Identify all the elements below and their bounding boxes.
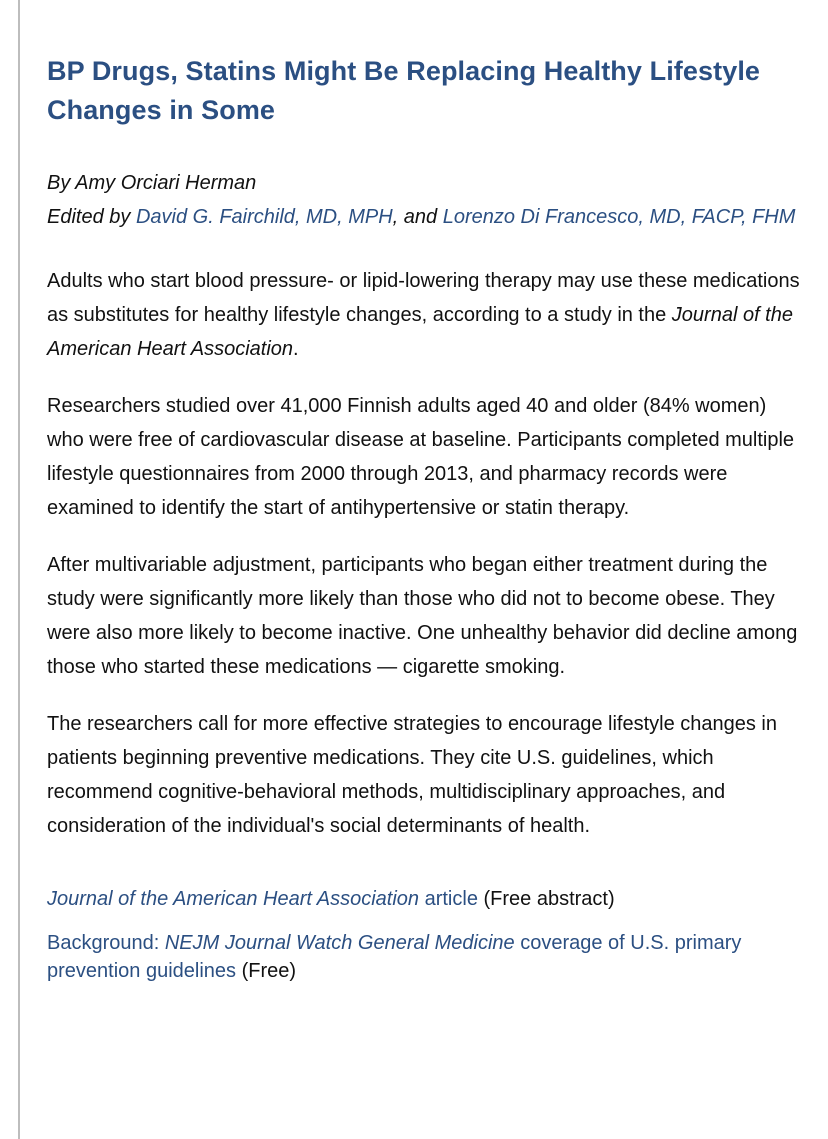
jaha-link-word: article xyxy=(419,888,478,910)
left-border-rule xyxy=(18,0,20,1139)
background-prefix: Background: xyxy=(47,932,165,954)
paragraph-intro-end: . xyxy=(293,338,299,360)
editors-line xyxy=(47,200,807,234)
background-journal: NEJM Journal Watch General Medicine xyxy=(164,932,515,954)
editor-link-fairchild[interactable]: David G. Fairchild, MD, MPH xyxy=(135,206,393,228)
background-coverage-link[interactable] xyxy=(47,932,741,982)
background-note: (Free) xyxy=(236,960,297,982)
paragraph-results: After multivariable adjustment, participants who began either treatment during the study were significantly more likely than those who did not to become obese. They were also more likely to become inactive. One unhealthy behavior did decline among those who started these medications — cigarette smoking. xyxy=(47,554,798,678)
jaha-note: (Free abstract) xyxy=(477,888,615,910)
editors-prefix: Edited by xyxy=(47,206,136,228)
jaha-link-journal: Journal of the American Heart Association xyxy=(47,888,420,910)
reference-jaha xyxy=(47,882,807,916)
paragraph-intro-text: Adults who start blood pressure- or lipid-lowering therapy may use these medications as substitutes for healthy lifestyle changes, according to a study in the xyxy=(47,270,800,326)
journal-name: Journal of the American Heart Association xyxy=(47,304,793,360)
article xyxy=(47,52,807,985)
background-link-rest: coverage of U.S. primary prevention guidelines xyxy=(47,932,742,982)
byline: By Amy Orciari Herman xyxy=(47,172,257,194)
jaha-article-link[interactable] xyxy=(47,888,478,910)
reference-background xyxy=(47,929,807,985)
paragraph-recommendations: The researchers call for more effective strategies to encourage lifestyle changes in patients beginning preventive medications. They cite U.S. guidelines, which recommend cognitive-behavioral methods, multidisciplinary approaches, and consideration of the individual's social determinants of health. xyxy=(47,713,777,837)
editors-separator: , and xyxy=(392,206,443,228)
article-title: BP Drugs, Statins Might Be Replacing Healthy Lifestyle Changes in Some xyxy=(47,56,761,125)
paragraph-intro xyxy=(47,264,807,366)
paragraph-study: Researchers studied over 41,000 Finnish adults aged 40 and older (84% women) who were free of cardiovascular disease at baseline. Participants completed multiple lifestyle questionnaires from 2000 through 2013, and pharmacy records were examined to identify the start of antihypertensive or statin therapy. xyxy=(47,395,795,519)
editor-link-difrancesco[interactable]: Lorenzo Di Francesco, MD, FACP, FHM xyxy=(442,206,796,228)
